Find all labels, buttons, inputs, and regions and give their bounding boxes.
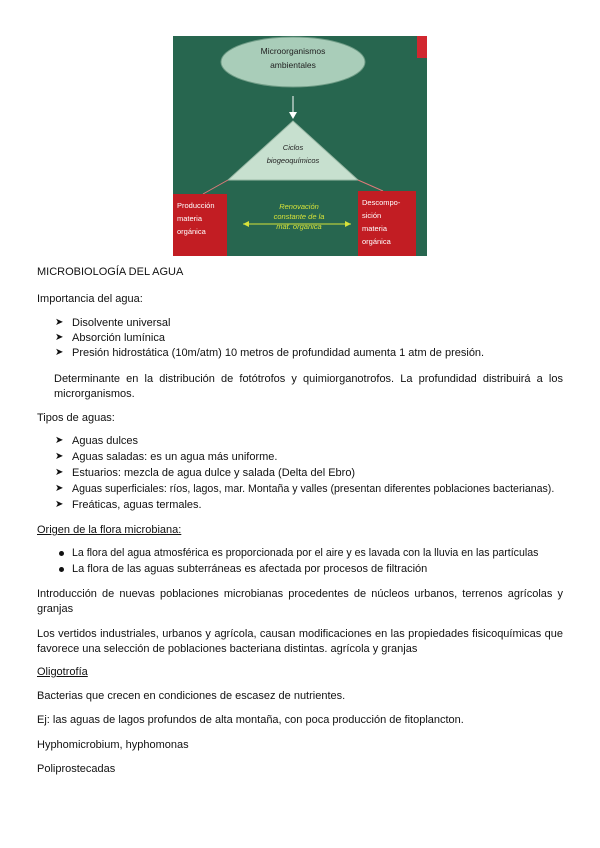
diagram-image: [173, 36, 427, 256]
bullet-dot-icon: [59, 567, 64, 572]
right-arrow-line: [358, 180, 383, 191]
arrow-bullet-icon: ➤: [55, 467, 64, 478]
importance-heading: Importancia del agua:: [37, 293, 143, 305]
intro-paragraph: Introducción de nuevas poblaciones microbianas procedentes de núcleos urbanos, terrenos agrícolas y granjas: [37, 588, 563, 615]
oligotrofia-definition: Bacterias que crecen en condiciones de escasez de nutrientes.: [37, 690, 346, 702]
importance-note: Determinante en la distribución de fotótrofos y quimiorganotrofos. La profundidad distribuirá a los microrganismos.: [54, 373, 563, 400]
bullet-dot-icon: [59, 551, 64, 556]
origin-heading: Origen de la flora microbiana:: [37, 524, 182, 536]
oligotrofia-example: Ej: las aguas de lagos profundos de alta montaña, con poca producción de fitoplancton.: [37, 714, 464, 726]
arrow-bullet-icon: ➤: [55, 451, 64, 462]
red-strip: [417, 36, 427, 58]
arrow-bullet-icon: ➤: [55, 499, 64, 510]
triangle-label: Ciclos biogeoquímicos: [266, 143, 320, 165]
oligotrofia-heading: Oligotrofía: [37, 666, 88, 678]
arrow-bullet-icon: ➤: [55, 317, 64, 328]
renovation-label: Renovación constante de la mat. orgánica: [273, 202, 325, 231]
arrow-bullet-icon: ➤: [55, 332, 64, 343]
page-title: MICROBIOLOGÍA DEL AGUA: [37, 266, 184, 278]
genus-line-1: Hyphomicrobium, hyphomonas: [37, 739, 189, 751]
arrow-bullet-icon: ➤: [55, 483, 64, 494]
decomposition-box: Descompo- sición materia orgánica: [358, 191, 416, 256]
double-arrow-left-head: [243, 221, 249, 227]
left-arrow-line: [203, 180, 228, 194]
arrow-bullet-icon: ➤: [55, 435, 64, 446]
water-types-heading: Tipos de aguas:: [37, 412, 115, 424]
arrow-bullet-icon: ➤: [55, 347, 64, 358]
vertidos-paragraph: Los vertidos industriales, urbanos y agrícola, causan modificaciones en las propiedades fisicoquímicas que favorece una selección de poblaciones bacteriana distintas. agrícola y granjas: [37, 628, 563, 655]
production-box: Producción materia orgánica: [173, 194, 227, 256]
double-arrow-right-head: [345, 221, 351, 227]
down-arrow-head: [289, 112, 297, 119]
genus-line-2: Poliprostecadas: [37, 763, 116, 775]
ellipse-label: Microorganismos ambientales: [260, 46, 326, 70]
